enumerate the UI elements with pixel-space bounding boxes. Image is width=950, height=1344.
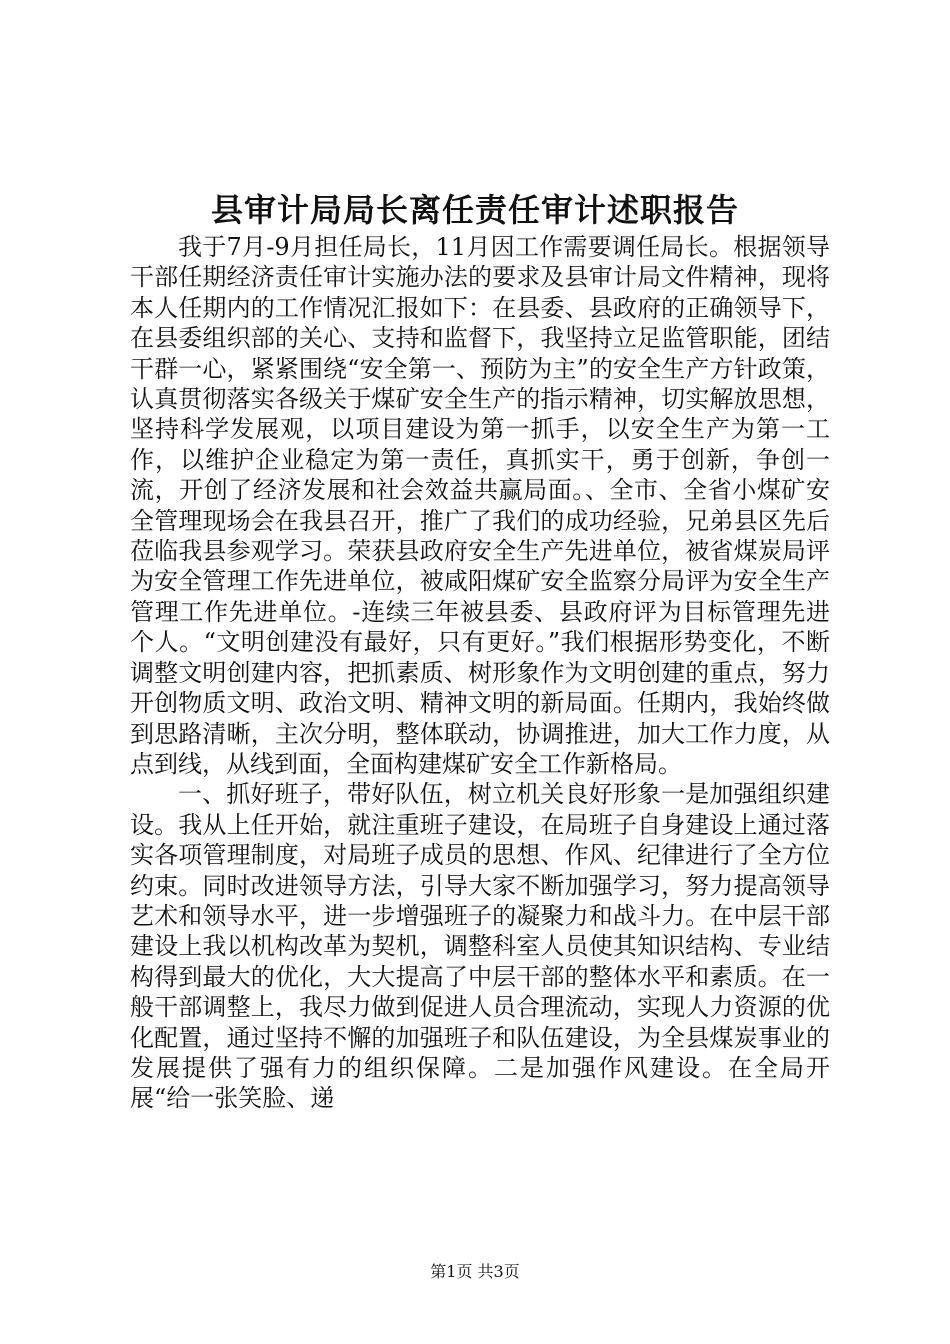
paragraph-2: 一、抓好班子，带好队伍，树立机关良好形象一是加强组织建设。我从上任开始，就注重班子建设，在局班子自身建设上通过落实各项管理制度，对局班子成员的思想、作风、纪律进行了全方位约束。同时改进领导方法，引导大家不断加强学习，努力提高领导艺术和领导水平，进一步增强班子的凝聚力和战斗力。在中层干部建设上我以机构改革为契机，调整科室人员使其知识结构、专业结构得到最大的优化，大大提高了中层干部的整体水平和素质。在一般干部调整上，我尽力做到促进人员合理流动，实现人力资源的优化配置，通过坚持不懈的加强班子和队伍建设，为全县煤炭事业的发展提供了强有力的组织保障。二是加强作风建设。在全局开展“给一张笑脸、递 <box>130 780 830 1113</box>
document-body <box>130 232 830 1114</box>
paragraph-1: 我于7月-9月担任局长，11月因工作需要调任局长。根据领导干部任期经济责任审计实施办法的要求及县审计局文件精神，现将本人任期内的工作情况汇报如下：在县委、县政府的正确领导下，在县委组织部的关心、支持和监督下，我坚持立足监管职能，团结干群一心，紧紧围绕“安全第一、预防为主”的安全生产方针政策，认真贯彻落实各级关于煤矿安全生产的指示精神，切实解放思想，坚持科学发展观，以项目建设为第一抓手，以安全生产为第一工作，以维护企业稳定为第一责任，真抓实干，勇于创新，争创一流，开创了经济发展和社会效益共赢局面。、全市、全省小煤矿安全管理现场会在我县召开，推广了我们的成功经验，兄弟县区先后莅临我县参观学习。荣获县政府安全生产先进单位，被省煤炭局评为安全管理工作先进单位，被咸阳煤矿安全监察分局评为安全生产管理工作先进单位。-连续三年被县委、县政府评为目标管理先进个人。“文明创建没有最好，只有更好。”我们根据形势变化，不断调整文明创建内容，把抓素质、树形象作为文明创建的重点，努力开创物质文明、政治文明、精神文明的新局面。任期内，我始终做到思路清晰，主次分明，整体联动，协调推进，加大工作力度，从点到线，从线到面，全面构建煤矿安全工作新格局。 <box>130 233 830 778</box>
document-title: 县审计局局长离任责任审计述职报告 <box>210 191 739 229</box>
page-footer: 第1页 共3页 <box>430 1262 520 1281</box>
